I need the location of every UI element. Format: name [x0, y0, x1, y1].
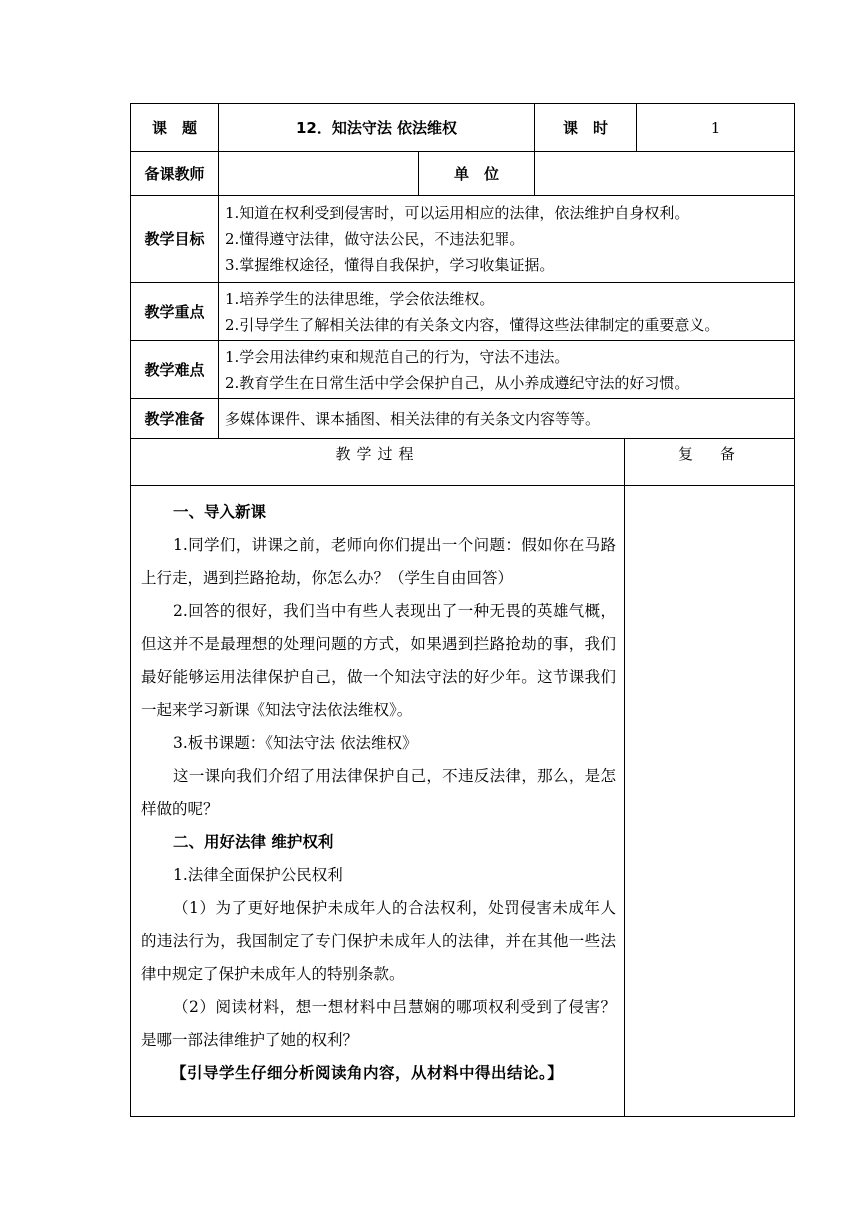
- difficulties-content: [219, 341, 795, 399]
- key-points-content: [219, 283, 795, 341]
- teacher-note: 【引导学生仔细分析阅读角内容，从材料中得出结论。】: [171, 1064, 564, 1082]
- unit-value: [535, 152, 795, 196]
- lesson-plan-sheet: [130, 103, 794, 1117]
- paragraph: （2）阅读材料，想一想材料中吕慧娴的哪项权利受到了侵害？是哪一部法律维护了她的权利？: [141, 998, 616, 1049]
- unit-label: 单 位: [419, 152, 535, 196]
- section-heading: 一、导入新课: [173, 503, 267, 521]
- key-point-line: 2.引导学生了解相关法律的有关条文内容，懂得这些法律制定的重要意义。: [225, 315, 720, 334]
- course-label: 课 题: [131, 104, 219, 152]
- period-value: 1: [637, 104, 795, 152]
- teacher-value: [219, 152, 419, 196]
- paragraph: （1）为了更好地保护未成年人的合法权利，处罚侵害未成年人的违法行为，我国制定了专门保护未成年人的法律，并在其他一些法律中规定了保护未成年人的特别条款。: [141, 899, 616, 983]
- teaching-process-table: [130, 438, 795, 1117]
- process-content: [131, 486, 625, 1117]
- section-heading: 二、用好法律 维护权利: [173, 833, 334, 851]
- period-label: 课 时: [535, 104, 637, 152]
- preparation-label: 教学准备: [131, 399, 219, 439]
- lesson-info-table: [130, 103, 795, 439]
- goal-line: 1.知道在权利受到侵害时，可以运用相应的法律，依法维护自身权利。: [225, 204, 690, 222]
- paragraph: 3.板书课题：《知法守法 依法维权》: [173, 734, 418, 752]
- review-column: [625, 486, 795, 1117]
- paragraph: 1.同学们，讲课之前，老师向你们提出一个问题：假如你在马路上行走，遇到拦路抢劫，你怎么办？（学生自由回答）: [141, 536, 616, 587]
- difficulty-line: 1.学会用法律约束和规范自己的行为，守法不违法。: [225, 347, 570, 366]
- difficulties-label: 教学难点: [131, 341, 219, 399]
- paragraph: 1.法律全面保护公民权利: [173, 866, 343, 884]
- goals-label: 教学目标: [131, 196, 219, 283]
- paragraph: 这一课向我们介绍了用法律保护自己，不违反法律，那么，是怎样做的呢？: [141, 767, 616, 818]
- teacher-label: 备课教师: [131, 152, 219, 196]
- key-point-line: 1.培养学生的法律思维，学会依法维权。: [225, 289, 495, 308]
- process-header: 教学过程: [131, 439, 625, 486]
- preparation-content: 多媒体课件、课本插图、相关法律的有关条文内容等等。: [219, 399, 795, 439]
- key-points-label: 教学重点: [131, 283, 219, 341]
- difficulty-line: 2.教育学生在日常生活中学会保护自己，从小养成遵纪守法的好习惯。: [225, 373, 690, 392]
- paragraph: 2.回答的很好，我们当中有些人表现出了一种无畏的英雄气概，但这并不是最理想的处理问题的方式，如果遇到拦路抢劫的事，我们最好能够运用法律保护自己，做一个知法守法的好少年。这节课我们一起来学习新课《知法守法依法维权》。: [141, 602, 616, 719]
- goal-line: 2.懂得遵守法律，做守法公民，不违法犯罪。: [225, 230, 525, 248]
- course-title: 12．知法守法 依法维权: [219, 104, 535, 152]
- goal-line: 3.掌握维权途径，懂得自我保护，学习收集证据。: [225, 256, 555, 274]
- goals-content: [219, 196, 795, 283]
- review-header: 复 备: [625, 439, 795, 486]
